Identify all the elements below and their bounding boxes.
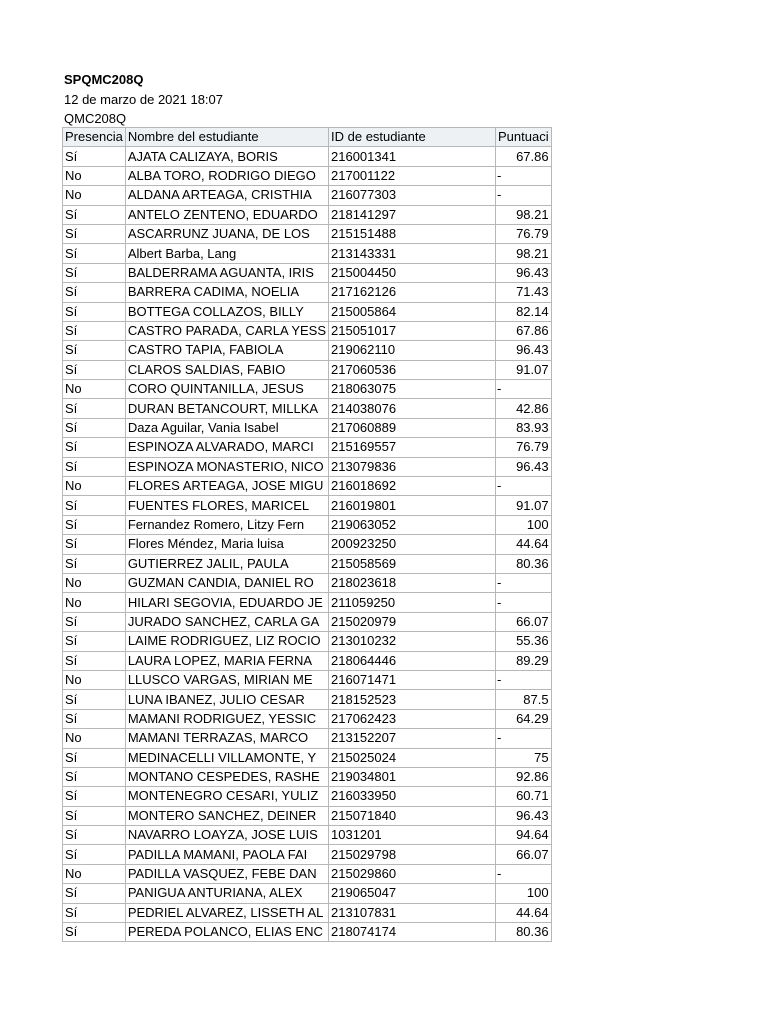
cell-id[interactable]: 213107831 — [329, 903, 496, 922]
table-row — [63, 166, 552, 185]
cell-puntuacion[interactable]: 96.43 — [496, 341, 552, 360]
table-row — [63, 748, 552, 767]
cell-puntuacion[interactable]: 96.43 — [496, 263, 552, 282]
cell-puntuacion[interactable]: 66.07 — [496, 845, 552, 864]
cell-id[interactable]: 213152207 — [329, 729, 496, 748]
cell-id[interactable]: 215004450 — [329, 263, 496, 282]
cell-puntuacion[interactable]: 64.29 — [496, 709, 552, 728]
table-row — [63, 573, 552, 592]
cell-presencia[interactable]: Sí — [63, 302, 126, 321]
cell-puntuacion[interactable]: 80.36 — [496, 923, 552, 942]
table-row — [63, 224, 552, 243]
cell-id[interactable]: 218152523 — [329, 690, 496, 709]
cell-id[interactable]: 215058569 — [329, 554, 496, 573]
cell-presencia[interactable]: Sí — [63, 283, 126, 302]
table-row — [63, 554, 552, 573]
table-row — [63, 515, 552, 534]
report-code: SPQMC208Q — [64, 72, 144, 87]
cell-presencia[interactable]: No — [63, 593, 126, 612]
cell-nombre[interactable]: FLORES ARTEAGA, JOSE MIGU — [125, 477, 328, 496]
cell-id[interactable]: 215169557 — [329, 438, 496, 457]
table-row — [63, 787, 552, 806]
cell-id[interactable]: 216077303 — [329, 186, 496, 205]
cell-id[interactable]: 1031201 — [329, 826, 496, 845]
cell-id[interactable]: 215005864 — [329, 302, 496, 321]
cell-nombre[interactable]: MAMANI TERRAZAS, MARCO — [125, 729, 328, 748]
table-row — [63, 826, 552, 845]
table-row — [63, 360, 552, 379]
table-row — [63, 923, 552, 942]
cell-id[interactable]: 219063052 — [329, 515, 496, 534]
cell-presencia[interactable]: Sí — [63, 535, 126, 554]
cell-id[interactable]: 216018692 — [329, 477, 496, 496]
cell-presencia[interactable]: Sí — [63, 651, 126, 670]
cell-nombre[interactable]: MONTANO CESPEDES, RASHE — [125, 767, 328, 786]
column-header-presencia[interactable]: Presencia — [63, 128, 126, 147]
cell-nombre[interactable]: CLAROS SALDIAS, FABIO — [125, 360, 328, 379]
cell-id[interactable]: 211059250 — [329, 593, 496, 612]
table-row — [63, 884, 552, 903]
cell-nombre[interactable]: FUENTES FLORES, MARICEL — [125, 496, 328, 515]
cell-id[interactable]: 217001122 — [329, 166, 496, 185]
cell-presencia[interactable]: Sí — [63, 787, 126, 806]
cell-id[interactable]: 215029798 — [329, 845, 496, 864]
cell-id[interactable]: 218064446 — [329, 651, 496, 670]
cell-id[interactable]: 216001341 — [329, 147, 496, 166]
table-row — [63, 438, 552, 457]
table-row — [63, 496, 552, 515]
cell-id[interactable]: 219065047 — [329, 884, 496, 903]
cell-id[interactable]: 200923250 — [329, 535, 496, 554]
cell-nombre[interactable]: ASCARRUNZ JUANA, DE LOS — [125, 224, 328, 243]
cell-id[interactable]: 216019801 — [329, 496, 496, 515]
cell-id[interactable]: 213143331 — [329, 244, 496, 263]
cell-presencia[interactable]: Sí — [63, 224, 126, 243]
table-row — [63, 283, 552, 302]
table-row — [63, 903, 552, 922]
table-row — [63, 612, 552, 631]
cell-nombre[interactable]: ALDANA ARTEAGA, CRISTHIA — [125, 186, 328, 205]
cell-id[interactable]: 214038076 — [329, 399, 496, 418]
cell-id[interactable]: 217060536 — [329, 360, 496, 379]
cell-puntuacion[interactable]: 91.07 — [496, 496, 552, 515]
cell-nombre[interactable]: Albert Barba, Lang — [125, 244, 328, 263]
cell-presencia[interactable]: Sí — [63, 457, 126, 476]
table-row — [63, 845, 552, 864]
table-row — [63, 593, 552, 612]
cell-puntuacion[interactable]: 76.79 — [496, 224, 552, 243]
cell-nombre[interactable]: ESPINOZA MONASTERIO, NICO — [125, 457, 328, 476]
cell-puntuacion[interactable]: 92.86 — [496, 767, 552, 786]
table-row — [63, 263, 552, 282]
cell-puntuacion[interactable]: - — [496, 670, 552, 689]
table-row — [63, 767, 552, 786]
cell-id[interactable]: 217062423 — [329, 709, 496, 728]
cell-presencia[interactable]: No — [63, 380, 126, 399]
cell-id[interactable]: 216071471 — [329, 670, 496, 689]
cell-nombre[interactable]: BARRERA CADIMA, NOELIA — [125, 283, 328, 302]
cell-nombre[interactable]: MEDINACELLI VILLAMONTE, Y — [125, 748, 328, 767]
cell-id[interactable]: 218063075 — [329, 380, 496, 399]
cell-presencia[interactable]: Sí — [63, 612, 126, 631]
cell-nombre[interactable]: CORO QUINTANILLA, JESUS — [125, 380, 328, 399]
course-code: QMC208Q — [64, 111, 127, 126]
cell-presencia[interactable]: No — [63, 186, 126, 205]
table-row — [63, 864, 552, 883]
cell-presencia[interactable]: No — [63, 166, 126, 185]
cell-nombre[interactable]: ANTELO ZENTENO, EDUARDO — [125, 205, 328, 224]
cell-puntuacion[interactable]: 55.36 — [496, 632, 552, 651]
cell-id[interactable]: 216033950 — [329, 787, 496, 806]
cell-presencia[interactable]: Sí — [63, 806, 126, 825]
table-row — [63, 535, 552, 554]
table-row — [63, 147, 552, 166]
table-row — [63, 670, 552, 689]
table-row — [63, 321, 552, 340]
cell-nombre[interactable]: LUNA IBANEZ, JULIO CESAR — [125, 690, 328, 709]
cell-presencia[interactable]: Sí — [63, 438, 126, 457]
cell-id[interactable]: 215051017 — [329, 321, 496, 340]
table-row — [63, 418, 552, 437]
cell-nombre[interactable]: JURADO SANCHEZ, CARLA GA — [125, 612, 328, 631]
cell-id[interactable]: 218074174 — [329, 923, 496, 942]
table-row — [63, 457, 552, 476]
table-row — [63, 690, 552, 709]
cell-id[interactable]: 218023618 — [329, 573, 496, 592]
cell-id[interactable]: 218141297 — [329, 205, 496, 224]
cell-id[interactable]: 219062110 — [329, 341, 496, 360]
cell-presencia[interactable]: Sí — [63, 923, 126, 942]
cell-presencia[interactable]: Sí — [63, 554, 126, 573]
cell-presencia[interactable]: No — [63, 864, 126, 883]
table-row — [63, 341, 552, 360]
cell-presencia[interactable]: Sí — [63, 399, 126, 418]
table-row — [63, 709, 552, 728]
cell-puntuacion[interactable]: 42.86 — [496, 399, 552, 418]
cell-puntuacion[interactable]: 44.64 — [496, 903, 552, 922]
cell-presencia[interactable]: Sí — [63, 709, 126, 728]
cell-puntuacion[interactable]: 100 — [496, 884, 552, 903]
column-header-nombre[interactable]: Nombre del estudiante — [125, 128, 328, 147]
cell-id[interactable]: 215071840 — [329, 806, 496, 825]
cell-puntuacion[interactable]: 87.5 — [496, 690, 552, 709]
cell-presencia[interactable]: No — [63, 729, 126, 748]
cell-puntuacion[interactable]: 75 — [496, 748, 552, 767]
cell-presencia[interactable]: Sí — [63, 147, 126, 166]
cell-puntuacion[interactable]: 96.43 — [496, 806, 552, 825]
cell-puntuacion[interactable]: 67.86 — [496, 147, 552, 166]
cell-presencia[interactable]: Sí — [63, 845, 126, 864]
cell-puntuacion[interactable]: - — [496, 573, 552, 592]
cell-nombre[interactable]: AJATA CALIZAYA, BORIS — [125, 147, 328, 166]
cell-id[interactable]: 215025024 — [329, 748, 496, 767]
table-row — [63, 477, 552, 496]
cell-puntuacion[interactable]: 89.29 — [496, 651, 552, 670]
cell-puntuacion[interactable]: 66.07 — [496, 612, 552, 631]
cell-nombre[interactable]: BALDERRAMA AGUANTA, IRIS — [125, 263, 328, 282]
cell-puntuacion[interactable]: 98.21 — [496, 244, 552, 263]
cell-puntuacion[interactable]: 100 — [496, 515, 552, 534]
cell-presencia[interactable]: Sí — [63, 884, 126, 903]
cell-presencia[interactable]: Sí — [63, 767, 126, 786]
cell-presencia[interactable]: Sí — [63, 205, 126, 224]
cell-nombre[interactable]: Fernandez Romero, Litzy Fern — [125, 515, 328, 534]
cell-puntuacion[interactable]: 80.36 — [496, 554, 552, 573]
cell-puntuacion[interactable]: 91.07 — [496, 360, 552, 379]
cell-id[interactable]: 217060889 — [329, 418, 496, 437]
cell-nombre[interactable]: PEDRIEL ALVAREZ, LISSETH AL — [125, 903, 328, 922]
cell-puntuacion[interactable]: 98.21 — [496, 205, 552, 224]
table-row — [63, 380, 552, 399]
cell-presencia[interactable]: Sí — [63, 263, 126, 282]
cell-puntuacion[interactable]: 60.71 — [496, 787, 552, 806]
cell-presencia[interactable]: Sí — [63, 690, 126, 709]
cell-presencia[interactable]: Sí — [63, 903, 126, 922]
cell-puntuacion[interactable]: - — [496, 477, 552, 496]
cell-presencia[interactable]: Sí — [63, 515, 126, 534]
cell-presencia[interactable]: Sí — [63, 360, 126, 379]
column-header-puntuacion[interactable]: Puntuaci — [496, 128, 552, 147]
cell-presencia[interactable]: No — [63, 573, 126, 592]
cell-presencia[interactable]: Sí — [63, 244, 126, 263]
cell-nombre[interactable]: ESPINOZA ALVARADO, MARCI — [125, 438, 328, 457]
cell-nombre[interactable]: LLUSCO VARGAS, MIRIAN ME — [125, 670, 328, 689]
cell-puntuacion[interactable]: - — [496, 864, 552, 883]
cell-nombre[interactable]: MAMANI RODRIGUEZ, YESSIC — [125, 709, 328, 728]
cell-nombre[interactable]: CASTRO TAPIA, FABIOLA — [125, 341, 328, 360]
table-header-row — [63, 128, 552, 147]
cell-nombre[interactable]: ALBA TORO, RODRIGO DIEGO — [125, 166, 328, 185]
cell-id[interactable]: 219034801 — [329, 767, 496, 786]
cell-nombre[interactable]: Flores Méndez, Maria luisa — [125, 535, 328, 554]
cell-nombre[interactable]: LAURA LOPEZ, MARIA FERNA — [125, 651, 328, 670]
report-header — [64, 70, 223, 129]
cell-puntuacion[interactable]: - — [496, 186, 552, 205]
cell-nombre[interactable]: MONTERO SANCHEZ, DEINER — [125, 806, 328, 825]
cell-puntuacion[interactable]: 94.64 — [496, 826, 552, 845]
cell-nombre[interactable]: MONTENEGRO CESARI, YULIZ — [125, 787, 328, 806]
cell-id[interactable]: 213079836 — [329, 457, 496, 476]
cell-puntuacion[interactable]: 82.14 — [496, 302, 552, 321]
cell-presencia[interactable]: Sí — [63, 632, 126, 651]
cell-nombre[interactable]: HILARI SEGOVIA, EDUARDO JE — [125, 593, 328, 612]
cell-puntuacion[interactable]: - — [496, 593, 552, 612]
cell-id[interactable]: 215151488 — [329, 224, 496, 243]
cell-presencia[interactable]: Sí — [63, 321, 126, 340]
table-row — [63, 186, 552, 205]
cell-nombre[interactable]: NAVARRO LOAYZA, JOSE LUIS — [125, 826, 328, 845]
table-row — [63, 244, 552, 263]
cell-puntuacion[interactable]: 83.93 — [496, 418, 552, 437]
cell-presencia[interactable]: Sí — [63, 826, 126, 845]
cell-puntuacion[interactable]: 67.86 — [496, 321, 552, 340]
cell-nombre[interactable]: Daza Aguilar, Vania Isabel — [125, 418, 328, 437]
cell-presencia[interactable]: No — [63, 670, 126, 689]
cell-presencia[interactable]: Sí — [63, 418, 126, 437]
table-row — [63, 806, 552, 825]
cell-nombre[interactable]: PANIGUA ANTURIANA, ALEX — [125, 884, 328, 903]
cell-puntuacion[interactable]: 44.64 — [496, 535, 552, 554]
cell-nombre[interactable]: LAIME RODRIGUEZ, LIZ ROCIO — [125, 632, 328, 651]
attendance-table — [62, 127, 552, 942]
cell-puntuacion[interactable]: 96.43 — [496, 457, 552, 476]
table-row — [63, 632, 552, 651]
cell-presencia[interactable]: No — [63, 477, 126, 496]
cell-presencia[interactable]: Sí — [63, 748, 126, 767]
cell-nombre[interactable]: CASTRO PARADA, CARLA YESS — [125, 321, 328, 340]
cell-nombre[interactable]: BOTTEGA COLLAZOS, BILLY — [125, 302, 328, 321]
cell-nombre[interactable]: GUTIERREZ JALIL, PAULA — [125, 554, 328, 573]
cell-nombre[interactable]: DURAN BETANCOURT, MILLKA — [125, 399, 328, 418]
cell-puntuacion[interactable]: - — [496, 729, 552, 748]
cell-nombre[interactable]: PEREDA POLANCO, ELIAS ENC — [125, 923, 328, 942]
cell-id[interactable]: 213010232 — [329, 632, 496, 651]
table-row — [63, 399, 552, 418]
cell-presencia[interactable]: Sí — [63, 496, 126, 515]
cell-puntuacion[interactable]: - — [496, 166, 552, 185]
table-row — [63, 302, 552, 321]
cell-nombre[interactable]: PADILLA MAMANI, PAOLA FAI — [125, 845, 328, 864]
cell-id[interactable]: 215029860 — [329, 864, 496, 883]
cell-puntuacion[interactable]: 76.79 — [496, 438, 552, 457]
cell-puntuacion[interactable]: 71.43 — [496, 283, 552, 302]
table-row — [63, 651, 552, 670]
column-header-id[interactable]: ID de estudiante — [329, 128, 496, 147]
cell-nombre[interactable]: GUZMAN CANDIA, DANIEL RO — [125, 573, 328, 592]
table-row — [63, 729, 552, 748]
table-row — [63, 205, 552, 224]
report-datetime: 12 de marzo de 2021 18:07 — [64, 91, 224, 107]
cell-nombre[interactable]: PADILLA VASQUEZ, FEBE DAN — [125, 864, 328, 883]
cell-presencia[interactable]: Sí — [63, 341, 126, 360]
cell-id[interactable]: 217162126 — [329, 283, 496, 302]
cell-id[interactable]: 215020979 — [329, 612, 496, 631]
cell-puntuacion[interactable]: - — [496, 380, 552, 399]
